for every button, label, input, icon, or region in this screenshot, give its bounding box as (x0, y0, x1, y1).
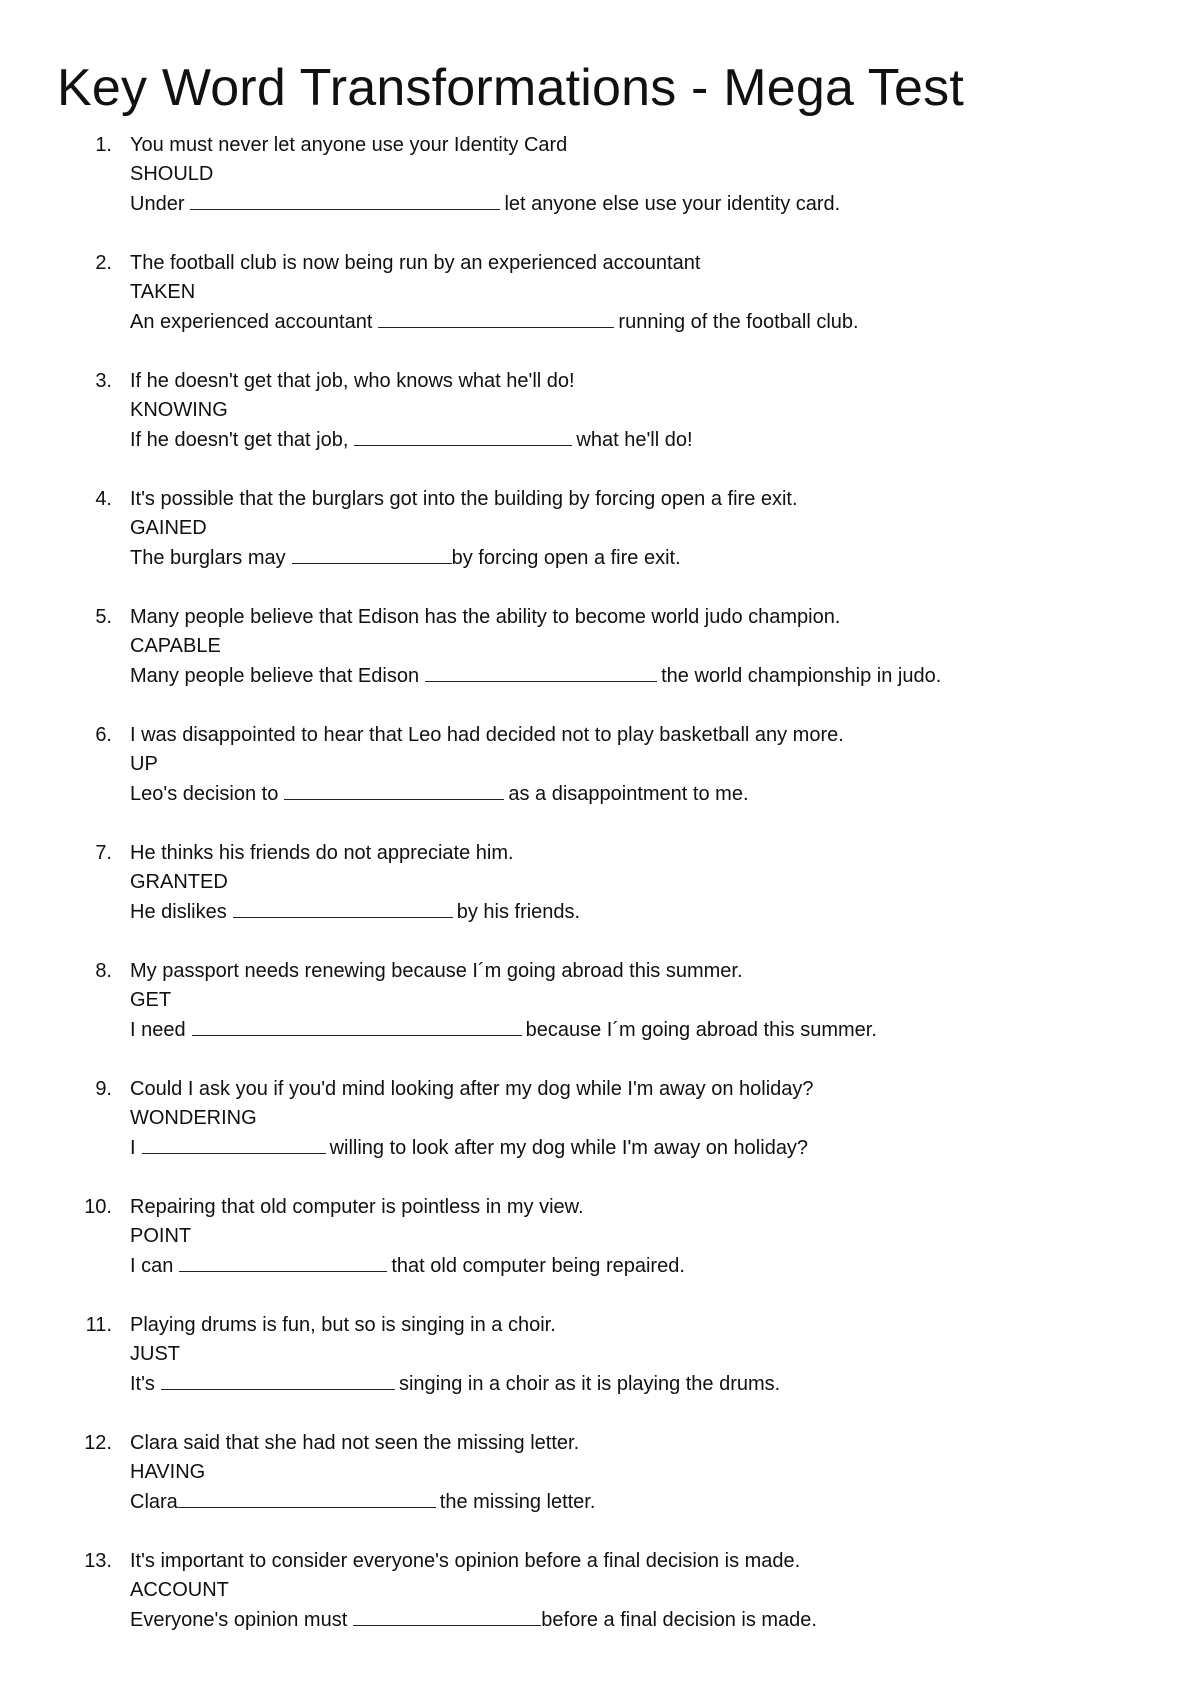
question-transformation (130, 1605, 1170, 1634)
page-title: Key Word Transformations - Mega Test (57, 59, 964, 117)
transformation-before: I need (130, 1019, 186, 1041)
question-body (130, 1075, 1170, 1162)
question-sentence: He thinks his friends do not appreciate him. (130, 842, 514, 864)
question-keyword: GRANTED (130, 871, 228, 893)
answer-blank[interactable] (161, 1369, 395, 1390)
transformation-before: An experienced accountant (130, 311, 373, 333)
question-transformation (130, 661, 1170, 690)
question-number: 7. (95, 842, 112, 864)
question-transformation (130, 543, 1170, 572)
question-keyword: TAKEN (130, 281, 196, 303)
question-number: 9. (95, 1078, 112, 1100)
question-transformation (130, 1015, 1170, 1044)
question-body (130, 1547, 1170, 1634)
transformation-after: running of the football club. (618, 311, 859, 333)
question-transformation (130, 1487, 1170, 1516)
question-item (0, 1311, 1200, 1429)
transformation-after: singing in a choir as it is playing the drums. (398, 1373, 781, 1395)
question-sentence: You must never let anyone use your Identity Card (130, 134, 568, 156)
question-list (0, 131, 1200, 1665)
question-number: 12. (84, 1432, 112, 1454)
question-sentence: Many people believe that Edison has the ability to become world judo champion. (130, 606, 841, 628)
transformation-after: the world championship in judo. (661, 665, 942, 687)
transformation-after: let anyone else use your identity card. (504, 193, 841, 215)
question-sentence: Playing drums is fun, but so is singing in a choir. (130, 1314, 556, 1336)
question-keyword: POINT (130, 1225, 192, 1247)
question-keyword: WONDERING (130, 1107, 257, 1129)
question-transformation (130, 425, 1170, 454)
question-number: 4. (95, 488, 112, 510)
answer-blank[interactable] (354, 425, 572, 446)
question-item (0, 1193, 1200, 1311)
transformation-after: what he'll do! (576, 429, 693, 451)
question-number: 6. (95, 724, 112, 746)
answer-blank[interactable] (190, 189, 500, 210)
transformation-before: Everyone's opinion must (130, 1609, 348, 1631)
question-sentence: My passport needs renewing because I´m going abroad this summer. (130, 960, 743, 982)
question-number: 2. (95, 252, 112, 274)
answer-blank[interactable] (292, 543, 452, 564)
answer-blank[interactable] (233, 897, 453, 918)
question-body (130, 603, 1170, 690)
answer-blank[interactable] (284, 779, 504, 800)
answer-blank[interactable] (179, 1251, 387, 1272)
question-keyword: SHOULD (130, 163, 214, 185)
question-body (130, 485, 1170, 572)
question-number: 8. (95, 960, 112, 982)
transformation-before: Leo's decision to (130, 783, 279, 805)
question-transformation (130, 1133, 1170, 1162)
question-sentence: If he doesn't get that job, who knows what he'll do! (130, 370, 575, 392)
question-transformation (130, 307, 1170, 336)
transformation-after: willing to look after my dog while I'm away on holiday? (329, 1137, 809, 1159)
transformation-after: because I´m going abroad this summer. (525, 1019, 877, 1041)
question-item (0, 721, 1200, 839)
question-item (0, 367, 1200, 485)
question-item (0, 1429, 1200, 1547)
question-keyword: JUST (130, 1343, 180, 1365)
question-number: 1. (95, 134, 112, 156)
answer-blank[interactable] (142, 1133, 326, 1154)
question-item (0, 839, 1200, 957)
transformation-after: the missing letter. (439, 1491, 596, 1513)
question-sentence: It's important to consider everyone's opinion before a final decision is made. (130, 1550, 801, 1572)
transformation-before: I can (130, 1255, 174, 1277)
question-body (130, 721, 1170, 808)
question-keyword: HAVING (130, 1461, 206, 1483)
question-sentence: Repairing that old computer is pointless in my view. (130, 1196, 584, 1218)
question-item (0, 957, 1200, 1075)
question-body (130, 1429, 1170, 1516)
question-keyword: KNOWING (130, 399, 228, 421)
question-number: 13. (84, 1550, 112, 1572)
transformation-before: Under (130, 193, 185, 215)
question-body (130, 367, 1170, 454)
question-transformation (130, 189, 1170, 218)
answer-blank[interactable] (178, 1487, 436, 1508)
transformation-before: I (130, 1137, 136, 1159)
question-transformation (130, 779, 1170, 808)
answer-blank[interactable] (192, 1015, 522, 1036)
question-keyword: UP (130, 753, 158, 775)
question-keyword: GET (130, 989, 172, 1011)
question-body (130, 131, 1170, 218)
question-number: 11. (85, 1314, 112, 1336)
question-item (0, 249, 1200, 367)
question-keyword: CAPABLE (130, 635, 221, 657)
transformation-after: before a final decision is made. (541, 1609, 817, 1631)
question-body (130, 957, 1170, 1044)
transformation-after: as a disappointment to me. (508, 783, 749, 805)
transformation-after: by his friends. (456, 901, 581, 923)
transformation-before: If he doesn't get that job, (130, 429, 349, 451)
transformation-after: that old computer being repaired. (391, 1255, 685, 1277)
question-number: 10. (84, 1196, 112, 1218)
question-sentence: Clara said that she had not seen the missing letter. (130, 1432, 580, 1454)
answer-blank[interactable] (378, 307, 614, 328)
question-sentence: It's possible that the burglars got into the building by forcing open a fire exit. (130, 488, 798, 510)
transformation-before: Many people believe that Edison (130, 665, 420, 687)
question-item (0, 485, 1200, 603)
question-sentence: Could I ask you if you'd mind looking after my dog while I'm away on holiday? (130, 1078, 814, 1100)
answer-blank[interactable] (425, 661, 657, 682)
question-body (130, 839, 1170, 926)
question-keyword: ACCOUNT (130, 1579, 229, 1601)
question-transformation (130, 1369, 1170, 1398)
question-item (0, 131, 1200, 249)
question-number: 5. (95, 606, 112, 628)
answer-blank[interactable] (353, 1605, 541, 1626)
question-body (130, 1193, 1170, 1280)
question-item (0, 1547, 1200, 1665)
transformation-before: It's (130, 1373, 155, 1395)
question-sentence: The football club is now being run by an experienced accountant (130, 252, 701, 274)
question-transformation (130, 1251, 1170, 1280)
transformation-after: by forcing open a fire exit. (451, 547, 681, 569)
transformation-before: He dislikes (130, 901, 227, 923)
question-sentence: I was disappointed to hear that Leo had decided not to play basketball any more. (130, 724, 844, 746)
question-body (130, 1311, 1170, 1398)
question-number: 3. (95, 370, 112, 392)
question-keyword: GAINED (130, 517, 207, 539)
transformation-before: The burglars may (130, 547, 286, 569)
question-transformation (130, 897, 1170, 926)
question-body (130, 249, 1170, 336)
question-item (0, 1075, 1200, 1193)
question-item (0, 603, 1200, 721)
transformation-before: Clara (130, 1491, 178, 1513)
